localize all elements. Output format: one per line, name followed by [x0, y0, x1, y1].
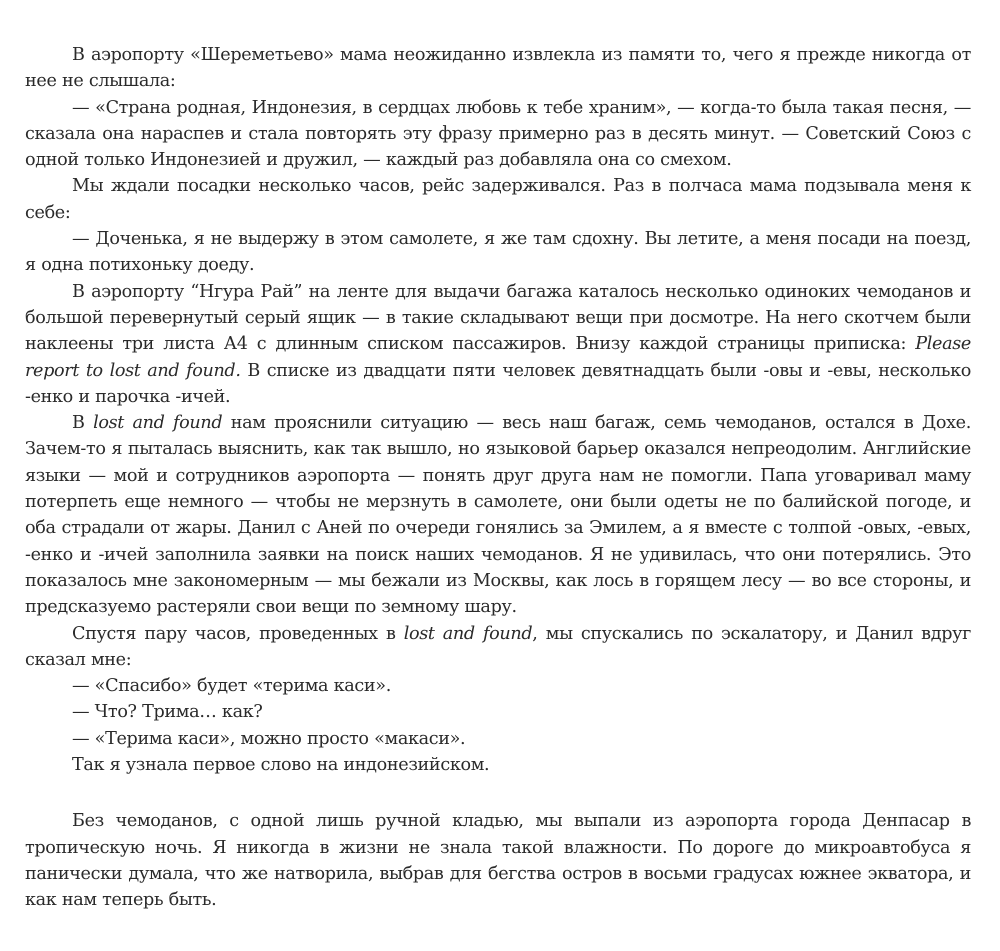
paragraph [25, 410, 971, 620]
dialogue-line [25, 673, 971, 699]
italic-phrase: Please report to lost and found. [25, 334, 971, 381]
paragraph [25, 621, 971, 674]
italic-phrase: lost and found [93, 413, 223, 434]
paragraph [25, 279, 971, 410]
paragraph-text: — «Терима каси», можно просто «макаси». [72, 728, 466, 749]
paragraph-text: — Доченька, я не выдержу в этом самолете, я же там сдохну. Вы летите, а меня посади на поезд, я одна потихоньку доеду. [25, 229, 971, 276]
paragraph-text: Спустя пару часов, проведенных в [72, 623, 404, 644]
paragraph [25, 226, 971, 279]
paragraph [25, 173, 971, 226]
paragraph-text: Мы ждали посадки несколько часов, рейс задерживался. Раз в полчаса мама подзывала меня к себе: [25, 176, 971, 223]
paragraph-text: В [72, 413, 94, 434]
paragraph-text: , мы спускались по эскалатору, и Данил вдруг сказал мне: [25, 623, 971, 670]
paragraph-text: В аэропорту «Шереметьево» мама неожиданно извлекла из памяти то, чего я прежде никогда от нее не слышала: [25, 45, 971, 92]
paragraph [25, 42, 971, 95]
paragraph [25, 95, 971, 174]
paragraph-text: В аэропорту “Нгура Рай” на ленте для выдачи багажа каталось несколько одиноких чемоданов и большой перевернутый серый ящик — в такие складывают вещи при досмотре. На него скотчем были наклеены три листа А4 с длинным списком пассажиров. Внизу каждой страницы приписка: [25, 281, 971, 355]
paragraph-text: Так я узнала первое слово на индонезийском. [72, 755, 490, 776]
book-page [25, 42, 971, 914]
paragraph-text: — Что? Трима… как? [72, 702, 263, 723]
paragraph-text: Без чемоданов, с одной лишь ручной кладью, мы выпали из аэропорта города Денпасар в тропическую ночь. Я никогда в жизни не знала такой влажности. По дороге до микроавтобуса я панически думала, что же натворила, выбрав для бегства остров в восьми градусах южнее экватора, и как нам теперь быть. [25, 811, 971, 911]
dialogue-line [25, 699, 971, 725]
paragraph-text: — «Страна родная, Индонезия, в сердцах любовь к тебе храним», — когда-то была такая песня, — сказала она нараспев и стала повторять эту фразу примерно раз в десять минут. — Советский Союз с одной только Индонезией и дружил, — каждый раз добавляла она со смехом. [25, 97, 971, 171]
paragraph-text: В списке из двадцати пяти человек девятнадцать были -овы и -евы, несколько -енко и парочка -ичей. [25, 360, 971, 407]
paragraph [25, 752, 971, 778]
paragraph-text: — «Спасибо» будет «терима каси». [72, 676, 391, 697]
paragraph [25, 808, 971, 913]
paragraph-text: нам прояснили ситуацию — весь наш багаж, семь чемоданов, остался в Дохе. Зачем-то я пыталась выяснить, как так вышло, но языковой барьер оказался непреодолим. Английские языки — мой и сотрудников аэропорта — понять друг друга нам не помогли. Папа уговаривал маму потерпеть еще немного — чтобы не мерзнуть в самолете, они были одеты не по балийской погоде, и оба страдали от жары. Данил с Аней по очереди гонялись за Эмилем, а я вместе с толпой -овых, -евых, -енко и -ичей заполнила заявки на поиск наших чемоданов. Я не удивилась, что они потерялись. Это показалось мне закономерным — мы бежали из Москвы, как лось в горящем лесу — во все стороны, и предсказуемо растеряли свои вещи по земному шару. [25, 413, 971, 618]
italic-phrase: lost and found [403, 623, 533, 644]
dialogue-line [25, 726, 971, 752]
section-break [25, 778, 971, 808]
